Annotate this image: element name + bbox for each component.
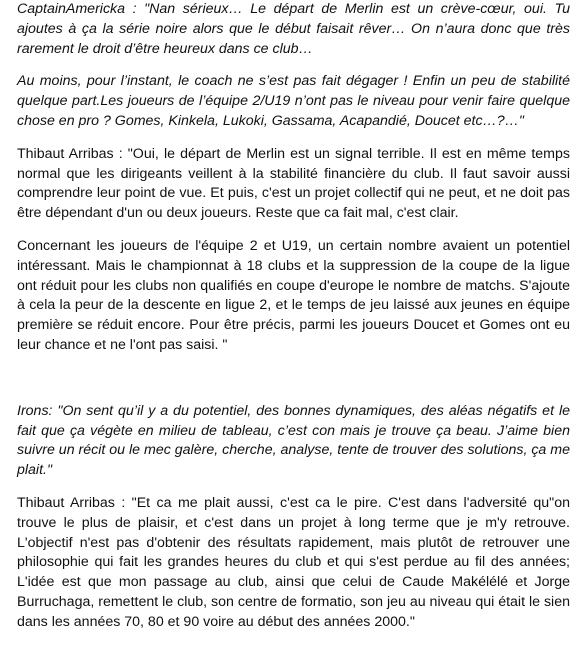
paragraph-spacer <box>17 59 570 72</box>
answer-paragraph-arribas-2: Concernant les joueurs de l'équipe 2 et U19, un certain nombre avaient un potentiel intéressant. Mais le championnat à 18 clubs et la suppression de la coupe de la ligue ont réduit pour les clubs non qualifiés en coupe d'europe le nombre de matchs. S'ajoute à cela la peur de la descente en ligue 2, et le temps de jeu laissé aux jeunes en équipe première se réduit encore. Pour être précis, parmi les joueurs Doucet et Gomes ont eu leur chance et ne l'ont pas saisi. " <box>17 237 570 353</box>
paragraph-spacer <box>17 132 570 145</box>
paragraph-spacer <box>17 481 570 494</box>
document-page <box>17 0 570 633</box>
answer-paragraph-arribas-1: Thibaut Arribas : "Oui, le départ de Merlin est un signal terrible. Il est en même temps normal que les dirigeants veillent à la stabilité financière du club. Il faut savoir aussi comprendre leur point de vue. Et puis, c'est un projet collectif qui ne peut, et ne doit pas être dépendant d'un ou deux joueurs. Reste que ca fait mal, c'est clair. <box>17 145 570 222</box>
section-spacer <box>17 356 570 402</box>
paragraph-spacer <box>17 224 570 237</box>
question-paragraph-captainamericka-2: Au moins, pour l’instant, le coach ne s’est pas fait dégager ! Enfin un peu de stabilité quelque part.Les joueurs de l’équipe 2/U19 n’ont pas le niveau pour venir faire quelque chose en pro ? Gomes, Kinkela, Lukoki, Gassama, Acapandié, Doucet etc…?…" <box>17 73 570 129</box>
question-paragraph-captainamericka-1: CaptainAmericka : "Nan sérieux… Le départ de Merlin est un crève-cœur, oui. Tu ajoutes à ça la série noire alors que le début faisait rêver… On n’aura donc que très rarement le droit d’être heureux dans ce club… <box>17 1 570 57</box>
answer-paragraph-arribas-3: Thibaut Arribas : "Et ca me plait aussi, c'est ca le pire. C'est dans l'adversité qu"on trouve le plus de plaisir, et c'est dans un projet à long terme que je m'y retrouve. L'objectif n'est pas d'obtenir des résultats rapidement, mais plutôt de retrouver une philosophie qui fait les grandes heures du club et qui s'est perdue au fil des années; L'idée est que mon passage au club, ainsi que celui de Caude Makélélé et Jorge Burruchaga, remettent le club, son centre de formatio, son jeu au niveau qui était le sien dans les années 70, 80 et 90 voire au début des années 2000." <box>17 494 570 630</box>
question-paragraph-irons: Irons: "On sent qu’il y a du potentiel, des bonnes dynamiques, des aléas négatifs et le fait que ça végète en milieu de tableau, c’est con mais je trouve ça beau. J’aime bien suivre un récit ou le mec galère, cherche, analyse, tente de trouver des solutions, ça me plait." <box>17 402 570 479</box>
